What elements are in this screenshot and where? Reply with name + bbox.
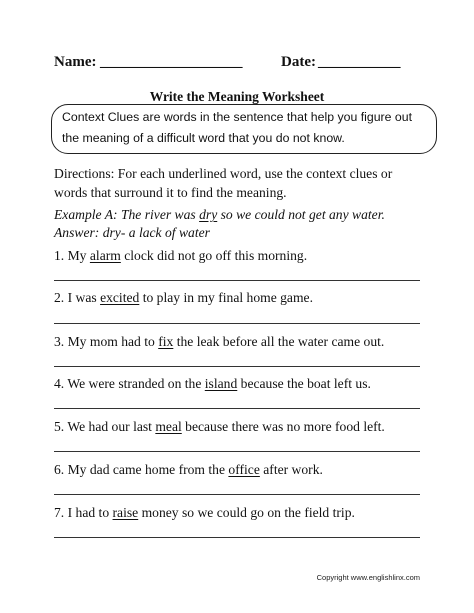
question-3	[54, 334, 384, 350]
directions-line-1: Directions: For each underlined word, use the context clues or	[54, 166, 393, 181]
name-label: Name:	[54, 54, 97, 70]
question-text-after: the leak before all the water came out.	[173, 334, 385, 349]
example-before: Example A: The river was	[54, 207, 200, 222]
directions	[54, 164, 434, 202]
date-label: Date:	[281, 54, 316, 70]
question-2	[54, 290, 313, 306]
underlined-word: meal	[155, 419, 182, 434]
question-text-after: clock did not go off this morning.	[120, 248, 308, 263]
question-text-before: 6. My dad came home from the	[54, 462, 229, 477]
underlined-word: raise	[112, 505, 139, 520]
underlined-word: alarm	[89, 248, 121, 263]
question-text-before: 1. My	[54, 248, 90, 263]
example-block	[54, 206, 454, 242]
underlined-word: office	[228, 462, 260, 477]
context-clues-line-2: the meaning of a difficult word that you do not know.	[62, 131, 345, 145]
worksheet-title: Write the Meaning Worksheet	[149, 89, 325, 104]
answer-line-3[interactable]	[54, 366, 420, 367]
question-text-before: 7. I had to	[54, 505, 113, 520]
context-clues-box	[51, 104, 437, 154]
question-text-before: 5. We had our last	[54, 419, 156, 434]
answer-line-6[interactable]	[54, 494, 420, 495]
underlined-word: island	[204, 376, 238, 391]
answer-line-7[interactable]	[54, 537, 420, 538]
example-underlined-word: dry	[199, 207, 218, 222]
question-text-after: to play in my final home game.	[139, 290, 313, 305]
answer-line-2[interactable]	[54, 323, 420, 324]
question-7	[54, 505, 355, 521]
question-text-after: money so we could go on the field trip.	[138, 505, 355, 520]
question-text-after: because the boat left us.	[237, 376, 371, 391]
question-5	[54, 419, 385, 435]
context-clues-line-1: Context Clues are words in the sentence that help you figure out	[62, 110, 412, 124]
question-6	[54, 462, 323, 478]
underlined-word: fix	[158, 334, 174, 349]
name-blank[interactable]: ___________________	[100, 54, 243, 70]
underlined-word: excited	[100, 290, 140, 305]
question-1	[54, 248, 307, 264]
question-4	[54, 376, 371, 392]
question-text-before: 3. My mom had to	[54, 334, 159, 349]
answer-line-5[interactable]	[54, 451, 420, 452]
question-text-before: 2. I was	[54, 290, 101, 305]
question-text-after: because there was no more food left.	[181, 419, 385, 434]
example-answer: Answer: dry- a lack of water	[54, 225, 210, 240]
date-blank[interactable]: ___________	[318, 54, 401, 70]
question-text-before: 4. We were stranded on the	[54, 376, 205, 391]
copyright-notice: Copyright www.englishlinx.com	[316, 573, 420, 582]
answer-line-1[interactable]	[54, 280, 420, 281]
question-text-after: after work.	[259, 462, 323, 477]
directions-line-2: words that surround it to find the meaning.	[54, 185, 287, 200]
example-sentence	[54, 206, 454, 224]
answer-line-4[interactable]	[54, 408, 420, 409]
example-after: so we could not get any water.	[217, 207, 385, 222]
